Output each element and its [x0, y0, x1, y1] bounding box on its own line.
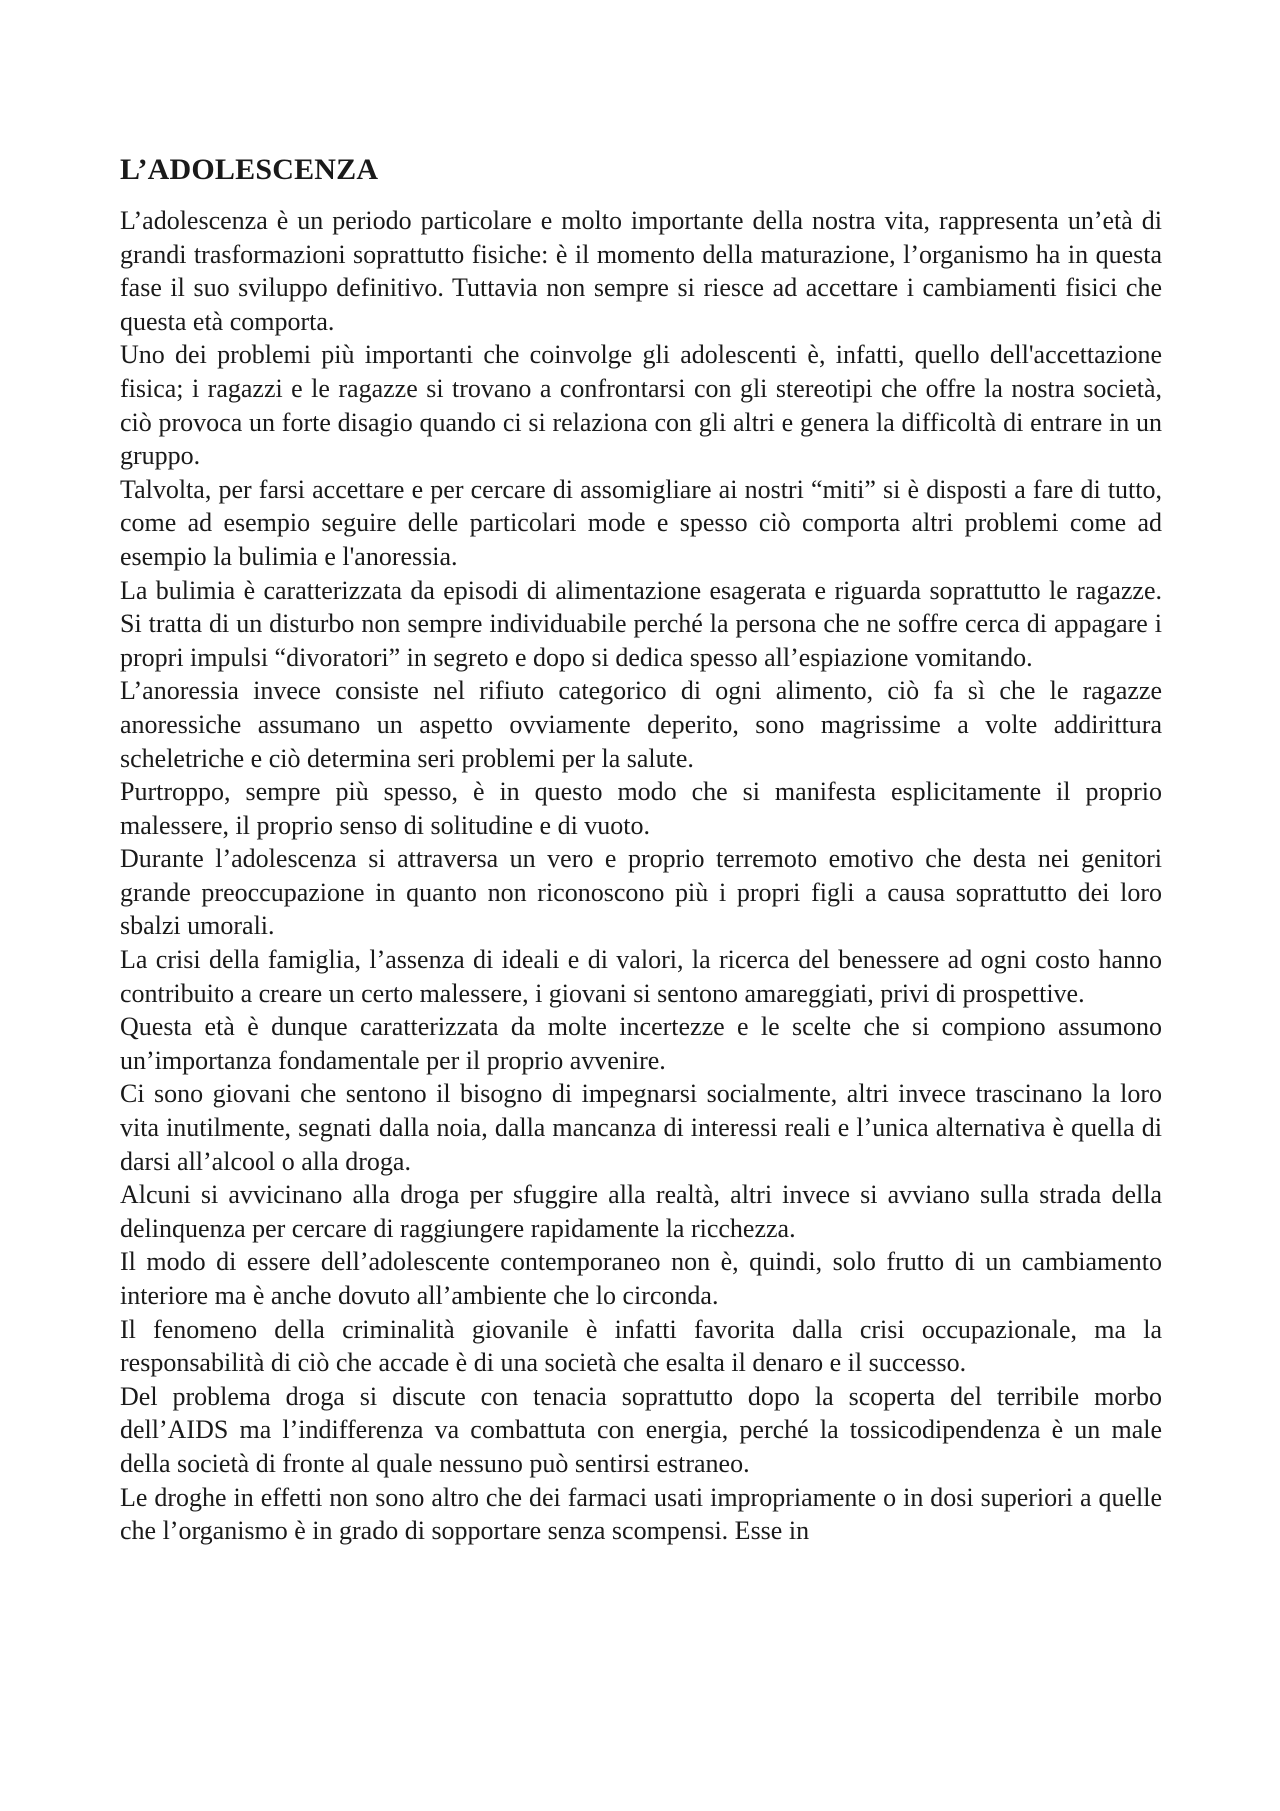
paragraph: Del problema droga si discute con tenacia soprattutto dopo la scoperta del terribile morbo dell’AIDS ma l’indifferenza va combattuta con energia, perché la tossicodipendenza è un male della società di fronte al quale nessuno può sentirsi estraneo. — [120, 1381, 1162, 1478]
paragraph: Ci sono giovani che sentono il bisogno di impegnarsi socialmente, altri invece trascinano la loro vita inutilmente, segnati dalla noia, dalla mancanza di interessi reali e l’unica alternativa è quella di darsi all’alcool o alla droga. — [120, 1079, 1162, 1176]
paragraph: Durante l’adolescenza si attraversa un vero e proprio terremoto emotivo che desta nei genitori grande preoccupazione in quanto non riconoscono più i propri figli a causa soprattutto dei loro sbalzi umorali. — [120, 844, 1162, 941]
paragraph: La bulimia è caratterizzata da episodi di alimentazione esagerata e riguarda soprattutto le ragazze. Si tratta di un disturbo non sempre individuabile perché la persona che ne soffre cerca di appagare i propri impulsi “divoratori” in segreto e dopo si dedica spesso all’espiazione vomitando. — [120, 575, 1162, 672]
paragraph: La crisi della famiglia, l’assenza di ideali e di valori, la ricerca del benessere ad ogni costo hanno contribuito a creare un certo malessere, i giovani si sentono amareggiati, privi di prospettive. — [120, 945, 1162, 1008]
paragraph: Uno dei problemi più importanti che coinvolge gli adolescenti è, infatti, quello dell'accettazione fisica; i ragazzi e le ragazze si trovano a confrontarsi con gli stereotipi che offre la nostra società, ciò provoca un forte disagio quando ci si relaziona con gli altri e genera la difficoltà di entrare in un gruppo. — [120, 340, 1162, 471]
paragraph: Talvolta, per farsi accettare e per cercare di assomigliare ai nostri “miti” si è disposti a fare di tutto, come ad esempio seguire delle particolari mode e spesso ciò comporta altri problemi come ad esempio la bulimia e l'anoressia. — [120, 474, 1162, 571]
paragraph: Il fenomeno della criminalità giovanile è infatti favorita dalla crisi occupazionale, ma la responsabilità di ciò che accade è di una società che esalta il denaro e il successo. — [120, 1314, 1162, 1378]
document-body — [120, 150, 1162, 1548]
paragraph: L’anoressia invece consiste nel rifiuto categorico di ogni alimento, ciò fa sì che le ragazze anoressiche assumano un aspetto ovviamente deperito, sono magrissime a volte addirittura scheletriche e ciò determina seri problemi per la salute. — [120, 676, 1162, 773]
paragraph: Questa età è dunque caratterizzata da molte incertezze e le scelte che si compiono assumono un’importanza fondamentale per il proprio avvenire. — [120, 1012, 1162, 1075]
paragraph: Il modo di essere dell’adolescente contemporaneo non è, quindi, solo frutto di un cambiamento interiore ma è anche dovuto all’ambiente che lo circonda. — [120, 1247, 1162, 1310]
document-title: L’ADOLESCENZA — [120, 153, 379, 186]
paragraph: Purtroppo, sempre più spesso, è in questo modo che si manifesta esplicitamente il proprio malessere, il proprio senso di solitudine e di vuoto. — [120, 777, 1162, 840]
paragraph: Le droghe in effetti non sono altro che dei farmaci usati impropriamente o in dosi superiori a quelle che l’organismo è in grado di sopportare senza scompensi. Esse in — [120, 1482, 1162, 1546]
paragraph: L’adolescenza è un periodo particolare e molto importante della nostra vita, rappresenta un’età di grandi trasformazioni soprattutto fisiche: è il momento della maturazione, l’organismo ha in questa fase il suo sviluppo definitivo. Tuttavia non sempre si riesce ad accettare i cambiamenti fisici che questa età comporta. — [120, 206, 1162, 336]
paragraph: Alcuni si avvicinano alla droga per sfuggire alla realtà, altri invece si avviano sulla strada della delinquenza per cercare di raggiungere rapidamente la ricchezza. — [120, 1180, 1162, 1243]
